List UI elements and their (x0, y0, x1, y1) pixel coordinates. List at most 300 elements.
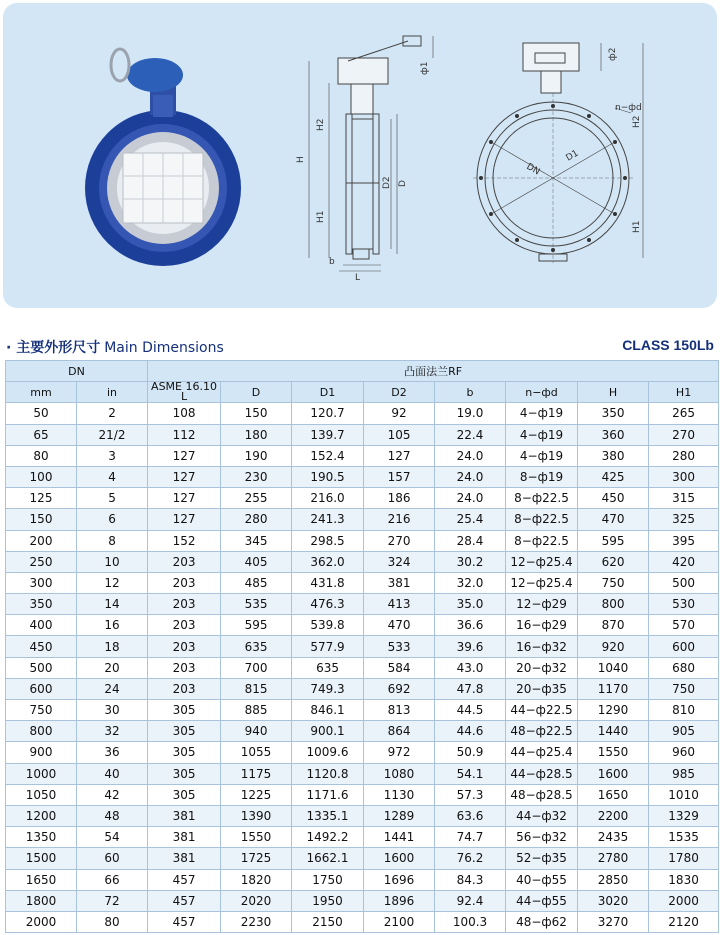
table-cell: 2435 (578, 827, 649, 848)
header-asme: ASME 16.10 (151, 380, 217, 394)
table-cell: 280 (649, 445, 719, 466)
table-cell: 50 (6, 403, 77, 424)
table-row (6, 488, 719, 509)
table-row (6, 466, 719, 487)
table-cell: 180 (221, 424, 292, 445)
table-cell: 381 (364, 572, 435, 593)
table-cell: 100.3 (435, 911, 506, 932)
table-cell: 600 (649, 636, 719, 657)
table-cell: 815 (221, 678, 292, 699)
header-d2: D2 (364, 382, 435, 403)
table-cell: 470 (578, 509, 649, 530)
table-cell: 2000 (649, 890, 719, 911)
table-cell: 24.0 (435, 445, 506, 466)
table-cell: 485 (221, 572, 292, 593)
header-row (6, 382, 719, 403)
table-cell: 139.7 (292, 424, 364, 445)
table-cell: 595 (221, 615, 292, 636)
table-cell: 577.9 (292, 636, 364, 657)
table-cell: 595 (578, 530, 649, 551)
section-title (6, 337, 224, 357)
label-l: L (355, 273, 361, 283)
label-b: b (329, 257, 335, 267)
table-cell: 1650 (578, 784, 649, 805)
table-cell: 3 (77, 445, 148, 466)
table-row (6, 445, 719, 466)
table-cell: 885 (221, 700, 292, 721)
header-d: D (221, 382, 292, 403)
table-cell: 920 (578, 636, 649, 657)
table-cell: 56−ф32 (506, 827, 578, 848)
table-row (6, 869, 719, 890)
table-row (6, 742, 719, 763)
table-cell: 570 (649, 615, 719, 636)
table-row (6, 530, 719, 551)
table-cell: 12−ф25.4 (506, 551, 578, 572)
dimensions-table (5, 360, 719, 933)
table-cell: 1535 (649, 827, 719, 848)
table-cell: 1492.2 (292, 827, 364, 848)
table-row (6, 678, 719, 699)
table-cell: 1800 (6, 890, 77, 911)
table-cell: 190.5 (292, 466, 364, 487)
table-cell: 44−ф55 (506, 890, 578, 911)
table-cell: 84.3 (435, 869, 506, 890)
table-cell: 1009.6 (292, 742, 364, 763)
table-cell: 1896 (364, 890, 435, 911)
label-h2: H2 (316, 118, 326, 131)
table-row (6, 911, 719, 932)
table-cell: 40−ф55 (506, 869, 578, 890)
table-cell: 12−ф29 (506, 594, 578, 615)
table-cell: 80 (6, 445, 77, 466)
table-cell: 203 (148, 615, 221, 636)
table-cell: 152.4 (292, 445, 364, 466)
table-cell: 431.8 (292, 572, 364, 593)
table-cell: 972 (364, 742, 435, 763)
label-d2: D2 (382, 176, 392, 189)
table-cell: 1820 (221, 869, 292, 890)
table-cell: 535 (221, 594, 292, 615)
table-row (6, 594, 719, 615)
table-cell: 127 (148, 509, 221, 530)
table-cell: 8−ф19 (506, 466, 578, 487)
header-b: b (435, 382, 506, 403)
table-cell: 1080 (364, 763, 435, 784)
table-cell: 1650 (6, 869, 77, 890)
table-cell: 12 (77, 572, 148, 593)
table-cell: 24.0 (435, 488, 506, 509)
table-cell: 300 (649, 466, 719, 487)
table-cell: 200 (6, 530, 77, 551)
table-row (6, 890, 719, 911)
table-cell: 345 (221, 530, 292, 551)
table-cell: 48−ф62 (506, 911, 578, 932)
class-label: CLASS 150Lb (622, 337, 714, 353)
table-cell: 635 (292, 657, 364, 678)
table-cell: 470 (364, 615, 435, 636)
table-cell: 620 (578, 551, 649, 572)
table-cell: 186 (364, 488, 435, 509)
table-cell: 324 (364, 551, 435, 572)
table-cell: 43.0 (435, 657, 506, 678)
table-cell: 44−ф28.5 (506, 763, 578, 784)
table-cell: 44.6 (435, 721, 506, 742)
table-cell: 380 (578, 445, 649, 466)
header-rf: 凸面法兰RF (148, 361, 719, 382)
table-cell: 22.4 (435, 424, 506, 445)
table-row (6, 827, 719, 848)
table-cell: 846.1 (292, 700, 364, 721)
table-cell: 1950 (292, 890, 364, 911)
table-cell: 1000 (6, 763, 77, 784)
label-nd: n−фd (615, 103, 642, 113)
table-cell: 530 (649, 594, 719, 615)
table-cell: 1600 (578, 763, 649, 784)
table-cell: 72 (77, 890, 148, 911)
table-cell: 500 (649, 572, 719, 593)
table-cell: 8−ф22.5 (506, 530, 578, 551)
table-cell: 450 (6, 636, 77, 657)
table-cell: 270 (649, 424, 719, 445)
table-cell: 4−ф19 (506, 445, 578, 466)
table-cell: 750 (578, 572, 649, 593)
table-cell: 14 (77, 594, 148, 615)
label-front-h2: H2 (632, 115, 642, 128)
table-cell: 16−ф32 (506, 636, 578, 657)
table-cell: 230 (221, 466, 292, 487)
table-cell: 864 (364, 721, 435, 742)
table-cell: 635 (221, 636, 292, 657)
table-row (6, 572, 719, 593)
table-cell: 450 (578, 488, 649, 509)
table-cell: 203 (148, 636, 221, 657)
table-cell: 457 (148, 911, 221, 932)
table-cell: 1780 (649, 848, 719, 869)
table-cell: 2020 (221, 890, 292, 911)
header-nd: n−фd (506, 382, 578, 403)
table-cell: 28.4 (435, 530, 506, 551)
table-cell: 1225 (221, 784, 292, 805)
table-cell: 800 (578, 594, 649, 615)
table-cell: 1290 (578, 700, 649, 721)
table-cell: 63.6 (435, 805, 506, 826)
table-cell: 1130 (364, 784, 435, 805)
table-cell: 692 (364, 678, 435, 699)
table-cell: 40 (77, 763, 148, 784)
bullet: · (6, 340, 12, 356)
table-cell: 1390 (221, 805, 292, 826)
table-cell: 25.4 (435, 509, 506, 530)
table-cell: 112 (148, 424, 221, 445)
table-cell: 305 (148, 721, 221, 742)
valve-drawings (3, 3, 717, 308)
table-cell: 1010 (649, 784, 719, 805)
table-cell: 1441 (364, 827, 435, 848)
table-cell: 900 (6, 742, 77, 763)
table-cell: 5 (77, 488, 148, 509)
table-cell: 1171.6 (292, 784, 364, 805)
table-cell: 680 (649, 657, 719, 678)
table-cell: 18 (77, 636, 148, 657)
table-cell: 30.2 (435, 551, 506, 572)
table-cell: 32 (77, 721, 148, 742)
header-in: in (77, 382, 148, 403)
table-cell: 44.5 (435, 700, 506, 721)
figure-panel (3, 3, 717, 308)
table-cell: 48 (77, 805, 148, 826)
table-cell: 4 (77, 466, 148, 487)
table-cell: 1830 (649, 869, 719, 890)
table-cell: 350 (6, 594, 77, 615)
table-cell: 362.0 (292, 551, 364, 572)
table-cell: 360 (578, 424, 649, 445)
table-row (6, 615, 719, 636)
table-cell: 800 (6, 721, 77, 742)
table-cell: 21/2 (77, 424, 148, 445)
valve-photo (85, 49, 241, 266)
table-row (6, 763, 719, 784)
table-row (6, 805, 719, 826)
table-cell: 305 (148, 763, 221, 784)
table-cell: 1440 (578, 721, 649, 742)
table-cell: 539.8 (292, 615, 364, 636)
table-cell: 10 (77, 551, 148, 572)
table-cell: 76.2 (435, 848, 506, 869)
label-phi2: ф2 (608, 47, 618, 61)
label-d1: D1 (564, 148, 581, 164)
table-row (6, 700, 719, 721)
table-cell: 749.3 (292, 678, 364, 699)
table-cell: 47.8 (435, 678, 506, 699)
table-cell: 92 (364, 403, 435, 424)
table-cell: 1335.1 (292, 805, 364, 826)
table-cell: 300 (6, 572, 77, 593)
table-cell: 457 (148, 890, 221, 911)
table-cell: 54.1 (435, 763, 506, 784)
table-cell: 54 (77, 827, 148, 848)
table-cell: 305 (148, 700, 221, 721)
table-cell: 750 (649, 678, 719, 699)
table-cell: 24.0 (435, 466, 506, 487)
table-cell: 74.7 (435, 827, 506, 848)
header-mm: mm (6, 382, 77, 403)
table-cell: 2000 (6, 911, 77, 932)
label-front-h1: H1 (632, 220, 642, 233)
table-cell: 3020 (578, 890, 649, 911)
table-row (6, 509, 719, 530)
table-cell: 325 (649, 509, 719, 530)
header-l: L (180, 390, 188, 404)
title-cn: 主要外形尺寸 (16, 340, 101, 356)
table-cell: 203 (148, 594, 221, 615)
table-cell: 900.1 (292, 721, 364, 742)
table-row (6, 784, 719, 805)
title-en: Main Dimensions (104, 340, 224, 356)
table-cell: 203 (148, 551, 221, 572)
table-cell: 255 (221, 488, 292, 509)
table-cell: 425 (578, 466, 649, 487)
table-cell: 395 (649, 530, 719, 551)
table-body (6, 403, 719, 933)
table-cell: 50.9 (435, 742, 506, 763)
table-cell: 8 (77, 530, 148, 551)
table-cell: 127 (148, 445, 221, 466)
table-cell: 60 (77, 848, 148, 869)
table-cell: 905 (649, 721, 719, 742)
table-cell: 1055 (221, 742, 292, 763)
table-cell: 810 (649, 700, 719, 721)
section-header (0, 334, 720, 358)
table-cell: 1120.8 (292, 763, 364, 784)
table-cell: 381 (148, 848, 221, 869)
header-group-row (6, 361, 719, 382)
table-cell: 270 (364, 530, 435, 551)
table-cell: 1170 (578, 678, 649, 699)
table-cell: 8−ф22.5 (506, 509, 578, 530)
table-cell: 2 (77, 403, 148, 424)
header-asme-l (148, 382, 221, 403)
table-cell: 2150 (292, 911, 364, 932)
table-cell: 8−ф22.5 (506, 488, 578, 509)
table-cell: 36 (77, 742, 148, 763)
table-cell: 30 (77, 700, 148, 721)
table-cell: 985 (649, 763, 719, 784)
table-cell: 265 (649, 403, 719, 424)
table-cell: 750 (6, 700, 77, 721)
label-h1: H1 (316, 210, 326, 223)
table-cell: 190 (221, 445, 292, 466)
table-cell: 203 (148, 572, 221, 593)
table-cell: 35.0 (435, 594, 506, 615)
front-view-drawing (473, 43, 643, 263)
table-cell: 1750 (292, 869, 364, 890)
table-cell: 298.5 (292, 530, 364, 551)
table-cell: 16 (77, 615, 148, 636)
table-cell: 533 (364, 636, 435, 657)
table-cell: 125 (6, 488, 77, 509)
table-cell: 584 (364, 657, 435, 678)
table-cell: 600 (6, 678, 77, 699)
table-cell: 1175 (221, 763, 292, 784)
table-cell: 1050 (6, 784, 77, 805)
table-cell: 19.0 (435, 403, 506, 424)
table-cell: 405 (221, 551, 292, 572)
table-row (6, 848, 719, 869)
table-cell: 700 (221, 657, 292, 678)
table-cell: 457 (148, 869, 221, 890)
table-cell: 127 (148, 466, 221, 487)
table-cell: 813 (364, 700, 435, 721)
table-cell: 1350 (6, 827, 77, 848)
table-cell: 350 (578, 403, 649, 424)
table-cell: 152 (148, 530, 221, 551)
table-cell: 1500 (6, 848, 77, 869)
table-cell: 39.6 (435, 636, 506, 657)
label-phi1: ф1 (420, 61, 430, 75)
table-row (6, 657, 719, 678)
table-cell: 12−ф25.4 (506, 572, 578, 593)
table-cell: 381 (148, 827, 221, 848)
table-cell: 1725 (221, 848, 292, 869)
table-cell: 100 (6, 466, 77, 487)
table-cell: 52−ф35 (506, 848, 578, 869)
table-cell: 2230 (221, 911, 292, 932)
table-cell: 120.7 (292, 403, 364, 424)
table-cell: 105 (364, 424, 435, 445)
table-cell: 960 (649, 742, 719, 763)
table-cell: 2120 (649, 911, 719, 932)
label-dn: DN (524, 161, 542, 178)
table-cell: 127 (148, 488, 221, 509)
table-cell: 4−ф19 (506, 403, 578, 424)
table-cell: 65 (6, 424, 77, 445)
table-cell: 381 (148, 805, 221, 826)
table-cell: 66 (77, 869, 148, 890)
table-row (6, 636, 719, 657)
table-cell: 24 (77, 678, 148, 699)
table-row (6, 424, 719, 445)
table-cell: 241.3 (292, 509, 364, 530)
table-cell: 250 (6, 551, 77, 572)
table-cell: 280 (221, 509, 292, 530)
table-cell: 44−ф32 (506, 805, 578, 826)
table-cell: 150 (221, 403, 292, 424)
table-cell: 44−ф25.4 (506, 742, 578, 763)
table-cell: 216 (364, 509, 435, 530)
table-cell: 500 (6, 657, 77, 678)
table-cell: 413 (364, 594, 435, 615)
table-cell: 48−ф22.5 (506, 721, 578, 742)
table-cell: 1550 (578, 742, 649, 763)
table-cell: 20 (77, 657, 148, 678)
table-cell: 16−ф29 (506, 615, 578, 636)
table-cell: 1200 (6, 805, 77, 826)
table-cell: 36.6 (435, 615, 506, 636)
table-cell: 4−ф19 (506, 424, 578, 445)
table-cell: 315 (649, 488, 719, 509)
table-row (6, 551, 719, 572)
table-cell: 20−ф35 (506, 678, 578, 699)
table-cell: 2100 (364, 911, 435, 932)
table-cell: 48−ф28.5 (506, 784, 578, 805)
table-cell: 108 (148, 403, 221, 424)
table-cell: 305 (148, 784, 221, 805)
table-cell: 157 (364, 466, 435, 487)
table-cell: 1600 (364, 848, 435, 869)
table-cell: 44−ф22.5 (506, 700, 578, 721)
label-h: H (296, 156, 306, 163)
table-cell: 42 (77, 784, 148, 805)
table-row (6, 403, 719, 424)
table-cell: 32.0 (435, 572, 506, 593)
table-cell: 1329 (649, 805, 719, 826)
table-cell: 305 (148, 742, 221, 763)
table-cell: 80 (77, 911, 148, 932)
table-cell: 1289 (364, 805, 435, 826)
table-cell: 870 (578, 615, 649, 636)
table-row (6, 721, 719, 742)
table-cell: 20−ф32 (506, 657, 578, 678)
table-cell: 1040 (578, 657, 649, 678)
table-cell: 1696 (364, 869, 435, 890)
header-h: H (578, 382, 649, 403)
table-cell: 127 (364, 445, 435, 466)
side-view-drawing (309, 36, 433, 271)
table-cell: 92.4 (435, 890, 506, 911)
table-cell: 150 (6, 509, 77, 530)
table-cell: 203 (148, 678, 221, 699)
